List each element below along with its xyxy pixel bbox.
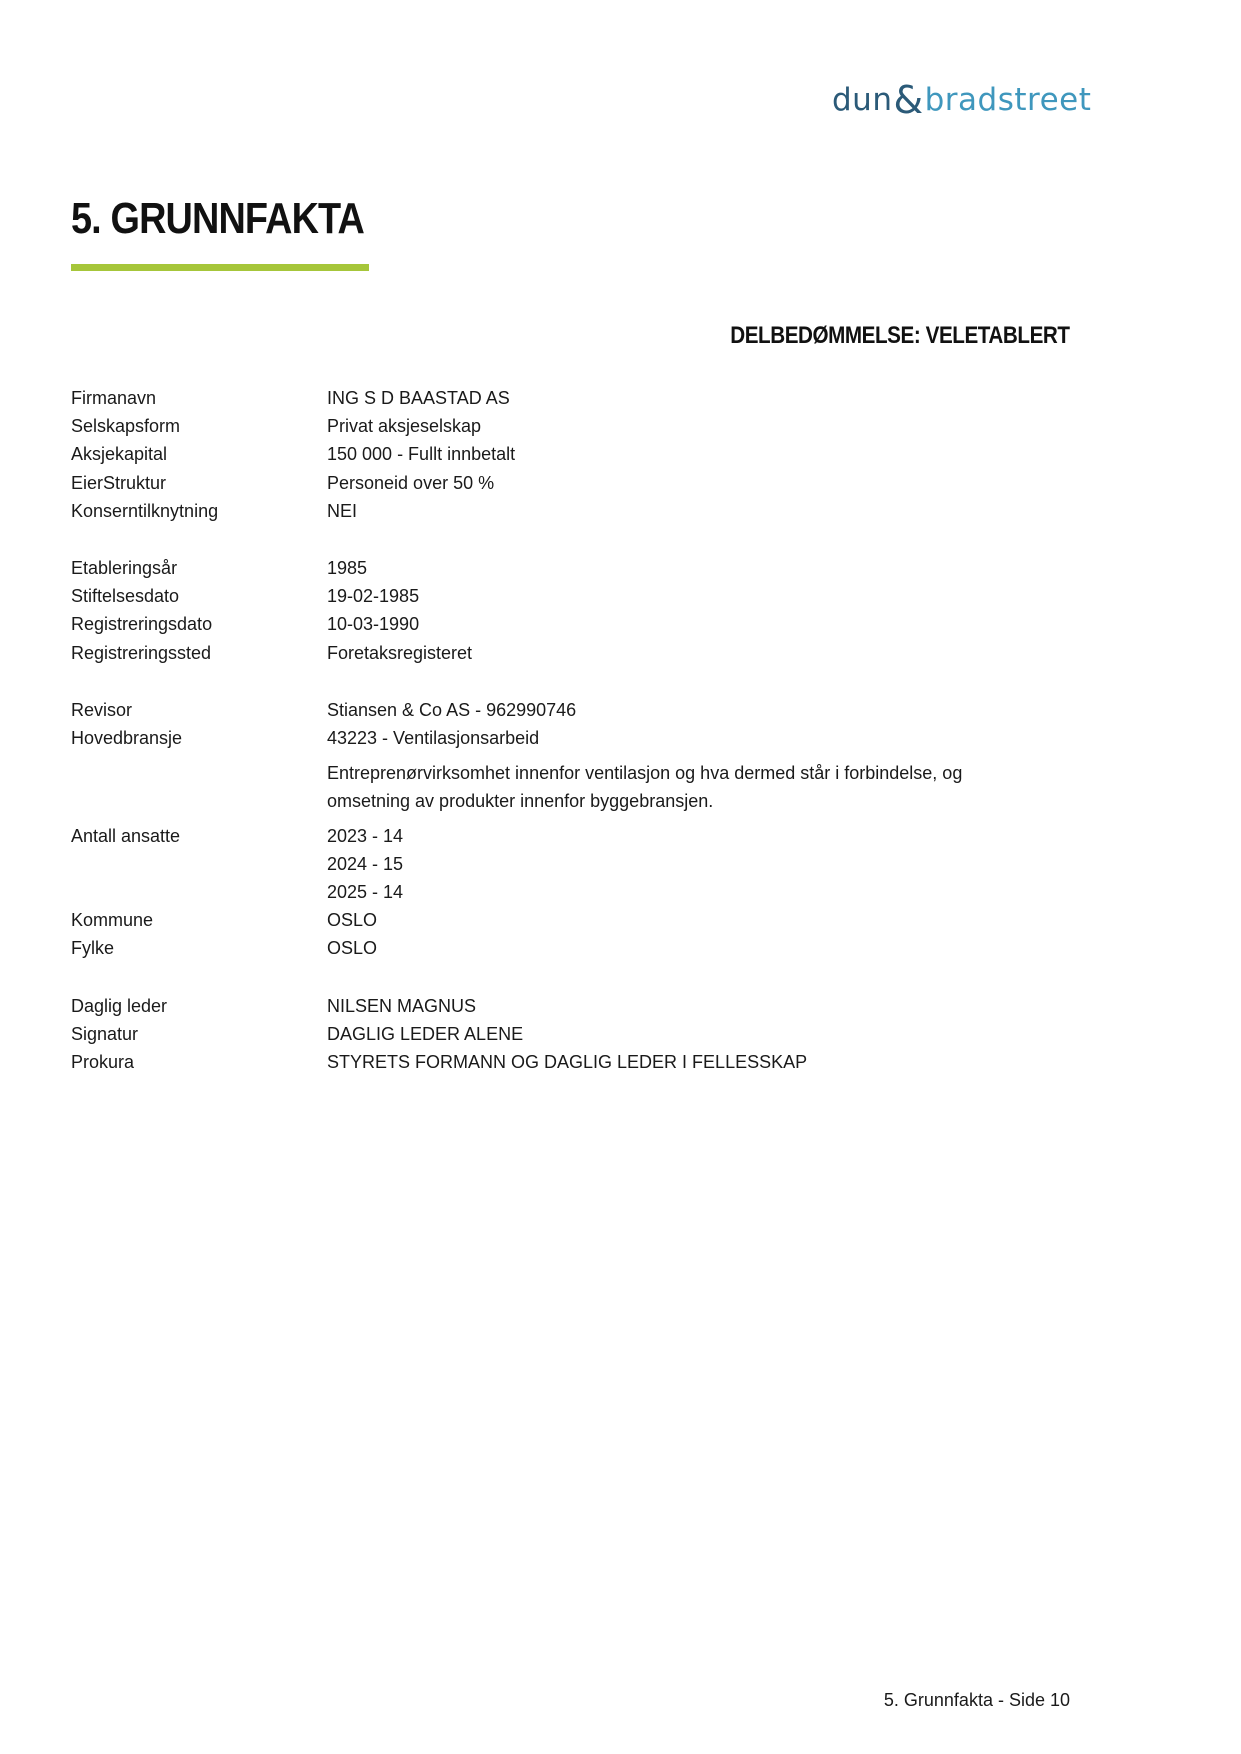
- logo-ampersand: &: [893, 78, 924, 122]
- fact-value: Stiansen & Co AS - 962990746: [327, 699, 577, 720]
- fact-row-fylke: [71, 934, 1031, 962]
- fact-row-konserntilknytning: [71, 497, 1031, 525]
- fact-value: 150 000 - Fullt innbetalt: [327, 444, 516, 465]
- fact-value: 1985: [327, 558, 368, 579]
- fact-label-empty: [71, 850, 327, 878]
- fact-value: 2024 - 15: [327, 853, 404, 874]
- fact-row-signatur: [71, 1020, 1031, 1048]
- business-group: [71, 696, 1031, 963]
- fact-value: Privat aksjeselskap: [327, 416, 482, 437]
- fact-row-revisor: [71, 696, 1031, 724]
- company-group: [71, 384, 1031, 525]
- fact-row-selskapsform: [71, 412, 1031, 440]
- fact-row-antall-ansatte: [71, 822, 1031, 850]
- fact-value: NILSEN MAGNUS: [327, 995, 477, 1016]
- fact-value: STYRETS FORMANN OG DAGLIG LEDER I FELLESSKAP: [327, 1052, 808, 1073]
- fact-label: Hovedbransje: [71, 728, 183, 749]
- fact-label: Konserntilknytning: [71, 500, 219, 521]
- fact-row-aksjekapital: [71, 440, 1031, 468]
- fact-label: Kommune: [71, 910, 154, 931]
- logo-text-bradstreet: bradstreet: [924, 82, 1092, 118]
- fact-value: OSLO: [327, 938, 378, 959]
- fact-label: Fylke: [71, 938, 115, 959]
- bransje-description: Entreprenørvirksomhet innenfor ventilasjon og hva dermed står i forbindelse, og omsetning av produkter innenfor byggebransjen.: [327, 763, 963, 812]
- fact-row-hovedbransje: [71, 724, 1031, 752]
- fact-label: Stiftelsesdato: [71, 586, 180, 607]
- dun-bradstreet-logo: [832, 76, 1091, 124]
- page-footer: 5. Grunnfakta - Side 10: [883, 1690, 1070, 1710]
- fact-value: NEI: [327, 500, 358, 521]
- fact-label: Firmanavn: [71, 388, 157, 408]
- fact-label: Prokura: [71, 1052, 135, 1073]
- fact-row-antall-ansatte-3: [71, 878, 1031, 906]
- management-group: [71, 992, 1031, 1077]
- fact-value: 10-03-1990: [327, 614, 420, 635]
- fact-label: Etableringsår: [71, 558, 178, 579]
- fact-label: Aksjekapital: [71, 444, 168, 465]
- fact-value: Personeid over 50 %: [327, 472, 495, 493]
- facts-table: [71, 384, 1031, 1105]
- fact-value: 2025 - 14: [327, 882, 404, 903]
- rating-heading: DELBEDØMMELSE: VELETABLERT: [730, 322, 1070, 349]
- fact-row-antall-ansatte-2: [71, 850, 1031, 878]
- fact-label: Antall ansatte: [71, 825, 181, 846]
- logo-text-dun: dun: [832, 82, 893, 118]
- fact-label: Selskapsform: [71, 416, 181, 437]
- fact-row-registreringssted: [71, 639, 1031, 667]
- fact-value: 19-02-1985: [327, 586, 420, 607]
- fact-label: Registreringsdato: [71, 614, 213, 635]
- fact-label: Signatur: [71, 1023, 139, 1044]
- section-title: 5. GRUNNFAKTA: [71, 194, 364, 243]
- fact-label-empty: [71, 878, 327, 906]
- fact-row-etableringsaar: [71, 554, 1031, 582]
- fact-value: 2023 - 14: [327, 825, 404, 846]
- registration-group: [71, 554, 1031, 667]
- fact-row-daglig-leder: [71, 992, 1031, 1020]
- fact-value: OSLO: [327, 910, 378, 931]
- fact-value: Foretaksregisteret: [327, 642, 473, 663]
- fact-row-eierstruktur: [71, 469, 1031, 497]
- fact-value: ING S D BAASTAD AS: [327, 388, 510, 408]
- fact-row-firmanavn: [71, 384, 1031, 412]
- fact-row-prokura: [71, 1048, 1031, 1076]
- fact-row-registreringsdato: [71, 610, 1031, 638]
- fact-row-bransje-description: [71, 759, 1031, 815]
- fact-row-kommune: [71, 906, 1031, 934]
- fact-row-stiftelsesdato: [71, 582, 1031, 610]
- fact-label: Daglig leder: [71, 995, 168, 1016]
- fact-label: EierStruktur: [71, 472, 167, 493]
- fact-value: 43223 - Ventilasjonsarbeid: [327, 728, 540, 749]
- fact-label: Registreringssted: [71, 642, 212, 663]
- fact-value: DAGLIG LEDER ALENE: [327, 1023, 524, 1044]
- fact-label: Revisor: [71, 699, 133, 720]
- title-underline: [71, 264, 369, 271]
- fact-label-empty: [71, 759, 327, 815]
